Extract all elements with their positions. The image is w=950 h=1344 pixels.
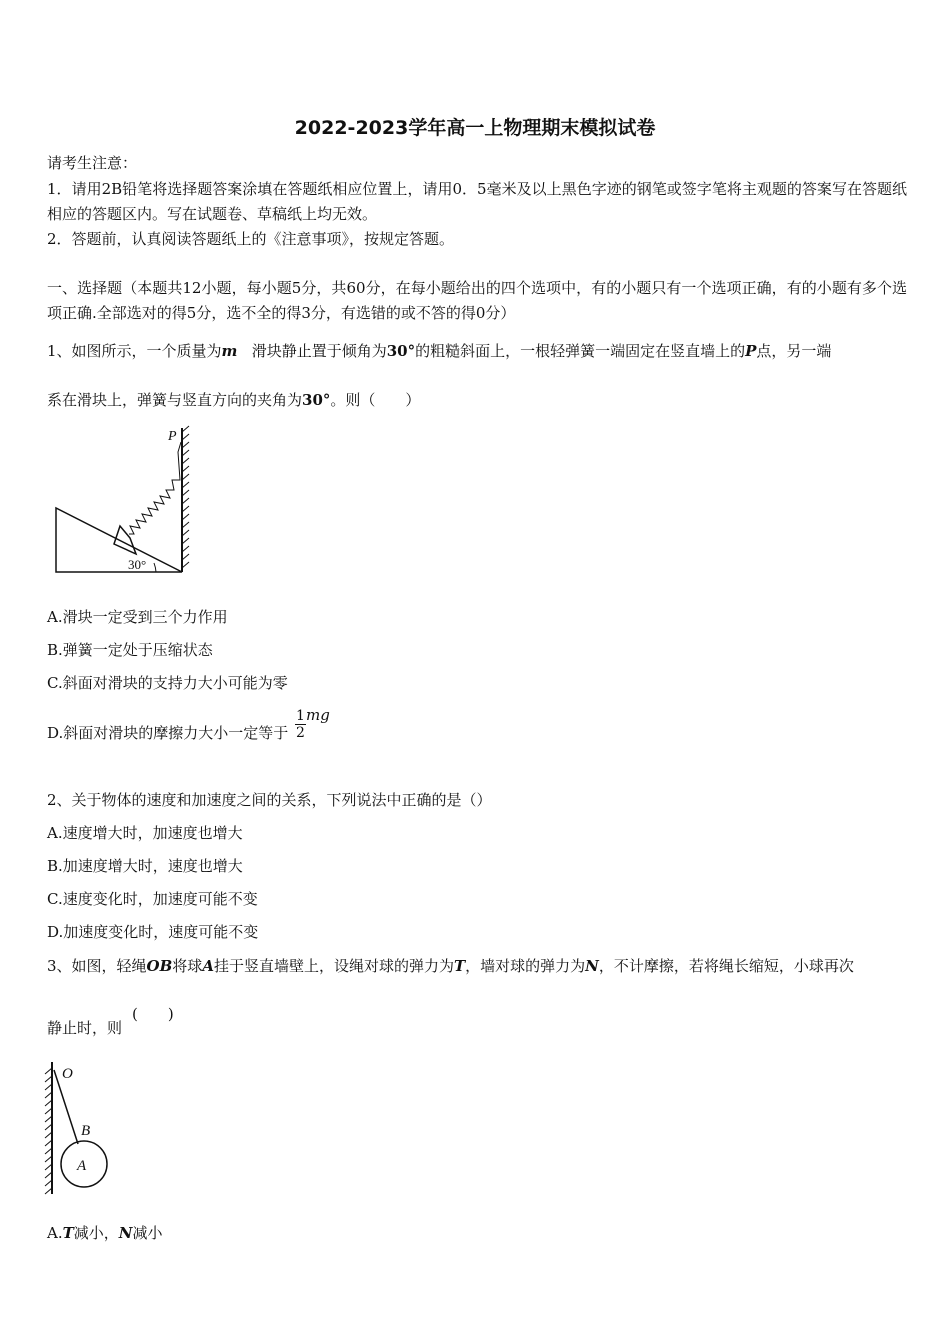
question-3-stem-line-1: [47, 955, 854, 976]
q3-option-a-prefix: A.: [47, 1224, 63, 1242]
q3-text: 挂于竖直墙壁上，设绳对球的弹力为: [213, 957, 454, 975]
q3-normal-symbol: N: [585, 957, 599, 975]
q1-option-a: A.滑块一定受到三个力作用: [47, 608, 228, 626]
q1-text: 系在滑块上，弹簧与竖直方向的夹角为: [47, 391, 303, 409]
q1-point-symbol: P: [745, 342, 757, 360]
spring: [129, 442, 181, 534]
q3-option-a: [47, 1222, 163, 1243]
q3-option-a-t: T: [62, 1224, 74, 1242]
q1-text: 点，另一端: [756, 342, 832, 360]
question-1-stem-line-1: [47, 340, 831, 361]
q3-option-a-n: N: [118, 1224, 133, 1242]
q3-text: 3、如图，轻绳: [47, 957, 147, 975]
q3-tension-symbol: T: [453, 957, 466, 975]
fraction-half: [295, 708, 306, 741]
q1-option-d-text: D.斜面对滑块的摩擦力大小一定等于: [47, 724, 289, 742]
angle-label: 30°: [128, 557, 147, 572]
angle-arc: [154, 563, 156, 572]
q3-text: 将球: [172, 957, 203, 975]
slider-block: [114, 526, 136, 554]
q1-text: 的粗糙斜面上，一根轻弹簧一端固定在竖直墙上的: [415, 342, 746, 360]
page-title: 2022-2023学年高一上物理期末模拟试卷: [294, 117, 656, 139]
question-1-stem-line-2: [47, 389, 420, 410]
wall-hatching: [45, 1068, 52, 1194]
q2-option-d: D.加速度变化时，速度可能不变: [47, 923, 259, 941]
fraction-denominator: 2: [296, 724, 305, 741]
q3-option-a-text: 减小，: [73, 1224, 119, 1242]
q1-mass-symbol: m: [221, 342, 238, 360]
q2-option-c: C.速度变化时，加速度可能不变: [47, 890, 258, 908]
q3-text: ，不计摩擦，若将绳长缩短，小球再次: [598, 957, 854, 975]
incline-triangle: [56, 508, 182, 572]
hanging-ball-figure: [40, 1058, 120, 1198]
q1-angle: 30°: [386, 342, 416, 360]
ball-a-label: A: [77, 1158, 87, 1174]
q1-option-c: C.斜面对滑块的支持力大小可能为零: [47, 674, 288, 692]
section-instructions: 一、选择题（本题共12小题，每小题5分，共60分，在每小题给出的四个选项中，有的小题只有一个选项正确，有的小题有多个选项正确.全部选对的得5分，选不全的得3分，有选错的或不答的得0分）: [47, 279, 907, 322]
notice-heading: 请考生注意：: [47, 154, 138, 172]
incline-spring-figure: [50, 422, 200, 582]
point-p-label: P: [168, 429, 177, 444]
question-3-stem-line-2: 静止时，则: [47, 1019, 123, 1037]
q1-option-d: [47, 706, 330, 743]
fraction-numerator: 1: [296, 707, 305, 724]
q1-text: 1、如图所示，一个质量为: [47, 342, 222, 360]
point-b-label: B: [81, 1123, 91, 1139]
q1-text: 滑块静止置于倾角为: [251, 342, 387, 360]
q3-rope-symbol: OB: [146, 957, 173, 975]
notice-item-2: 2．答题前，认真阅读答题纸上的《注意事项》，按规定答题。: [47, 230, 455, 248]
point-o-label: O: [62, 1066, 73, 1082]
q3-answer-parentheses: ( ): [132, 1005, 174, 1023]
wall-hatching: [182, 426, 189, 568]
q3-option-a-text: 减小: [132, 1224, 163, 1242]
q1-angle: 30°: [302, 391, 331, 409]
q1-text: 。则（ ）: [330, 391, 421, 409]
mg-symbol: mg: [305, 706, 330, 724]
q1-option-b: B.弹簧一定处于压缩状态: [47, 641, 213, 659]
q3-text: ，墙对球的弹力为: [465, 957, 586, 975]
q2-option-b: B.加速度增大时，速度也增大: [47, 857, 243, 875]
question-2-stem: 2、关于物体的速度和加速度之间的关系，下列说法中正确的是（）: [47, 791, 492, 809]
q3-ball-symbol: A: [202, 957, 214, 975]
notice-item-1: 1．请用2B铅笔将选择题答案涂填在答题纸相应位置上，请用0．5毫米及以上黑色字迹的钢笔或签字笔将主观题的答案写在答题纸相应的答题区内。写在试题卷、草稿纸上均无效。: [47, 180, 907, 223]
q2-option-a: A.速度增大时，加速度也增大: [47, 824, 243, 842]
